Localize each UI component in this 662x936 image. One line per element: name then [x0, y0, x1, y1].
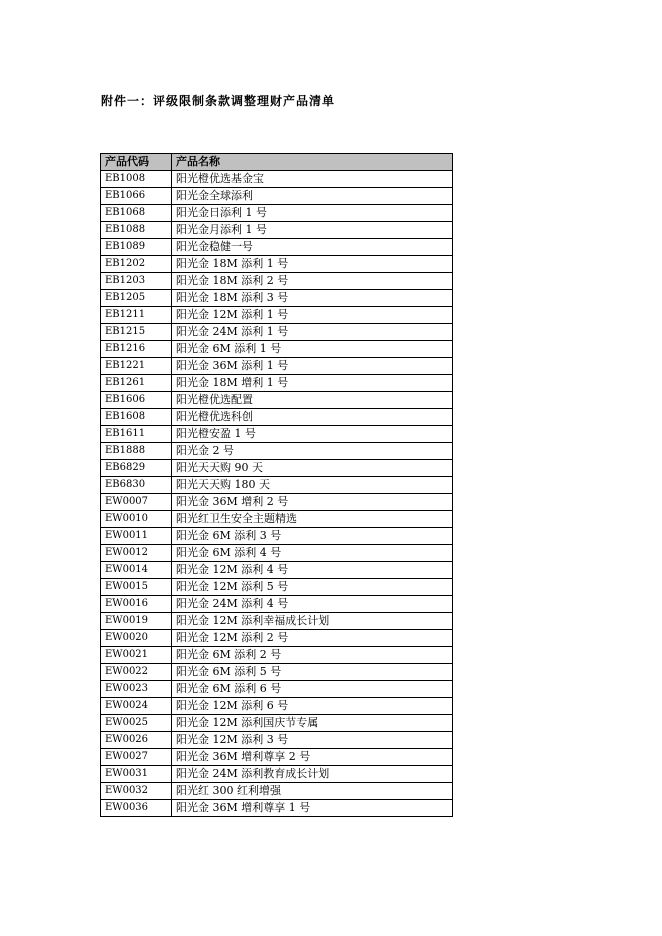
table-row: [101, 528, 453, 545]
product-code-cell: EB1221: [101, 358, 172, 375]
table-row: [101, 613, 453, 630]
product-code-cell: EB1008: [101, 171, 172, 188]
product-code-cell: EW0012: [101, 545, 172, 562]
product-code-cell: EW0010: [101, 511, 172, 528]
product-code-cell: EB1888: [101, 443, 172, 460]
product-name-cell: 阳光金 36M 添利 1 号: [172, 358, 453, 375]
table-row: [101, 732, 453, 749]
table-header-row: [101, 154, 453, 171]
table-row: [101, 239, 453, 256]
product-code-cell: EB1215: [101, 324, 172, 341]
product-code-cell: EB1216: [101, 341, 172, 358]
table-row: [101, 579, 453, 596]
table-row: [101, 766, 453, 783]
product-code-cell: EW0026: [101, 732, 172, 749]
page-title: 附件一：评级限制条款调整理财产品清单: [101, 94, 336, 108]
table-row: [101, 562, 453, 579]
product-name-cell: 阳光天天购 90 天: [172, 460, 453, 477]
product-code-cell: EW0032: [101, 783, 172, 800]
table-row: [101, 460, 453, 477]
product-code-cell: EW0025: [101, 715, 172, 732]
table-row: [101, 715, 453, 732]
product-code-cell: EB1261: [101, 375, 172, 392]
product-code-cell: EB1611: [101, 426, 172, 443]
product-code-cell: EB1088: [101, 222, 172, 239]
table-row: [101, 222, 453, 239]
table-row: [101, 749, 453, 766]
product-code-cell: EB6830: [101, 477, 172, 494]
product-code-cell: EB6829: [101, 460, 172, 477]
product-code-cell: EW0022: [101, 664, 172, 681]
product-name-cell: 阳光金月添利 1 号: [172, 222, 453, 239]
product-name-cell: 阳光金 12M 添利 4 号: [172, 562, 453, 579]
product-code-cell: EW0024: [101, 698, 172, 715]
product-code-cell: EW0021: [101, 647, 172, 664]
product-name-cell: 阳光金全球添利: [172, 188, 453, 205]
product-name-cell: 阳光红卫生安全主题精选: [172, 511, 453, 528]
table-row: [101, 307, 453, 324]
table-row: [101, 698, 453, 715]
product-name-cell: 阳光金 12M 添利 1 号: [172, 307, 453, 324]
product-name-cell: 阳光金 6M 添利 4 号: [172, 545, 453, 562]
table-row: [101, 443, 453, 460]
product-name-cell: 阳光金日添利 1 号: [172, 205, 453, 222]
table-row: [101, 409, 453, 426]
table-row: [101, 681, 453, 698]
table-body: [101, 171, 453, 817]
table-row: [101, 426, 453, 443]
product-name-cell: 阳光金 36M 增利尊享 2 号: [172, 749, 453, 766]
product-name-cell: 阳光金 24M 添利教育成长计划: [172, 766, 453, 783]
product-list-table: [100, 153, 453, 817]
product-code-cell: EW0036: [101, 800, 172, 817]
product-name-cell: 阳光金 36M 增利尊享 1 号: [172, 800, 453, 817]
product-code-cell: EB1211: [101, 307, 172, 324]
product-code-cell: EW0020: [101, 630, 172, 647]
product-code-cell: EB1202: [101, 256, 172, 273]
product-name-cell: 阳光金 6M 添利 2 号: [172, 647, 453, 664]
product-code-cell: EW0031: [101, 766, 172, 783]
product-code-cell: EB1608: [101, 409, 172, 426]
product-code-cell: EB1203: [101, 273, 172, 290]
table-row: [101, 375, 453, 392]
product-code-cell: EB1066: [101, 188, 172, 205]
product-name-cell: 阳光金 6M 添利 3 号: [172, 528, 453, 545]
product-name-cell: 阳光橙优选基金宝: [172, 171, 453, 188]
product-code-cell: EW0007: [101, 494, 172, 511]
product-name-cell: 阳光金 18M 添利 1 号: [172, 256, 453, 273]
product-name-cell: 阳光红 300 红利增强: [172, 783, 453, 800]
product-code-cell: EB1068: [101, 205, 172, 222]
product-code-cell: EB1089: [101, 239, 172, 256]
product-name-cell: 阳光金 12M 添利 3 号: [172, 732, 453, 749]
product-name-cell: 阳光金稳健一号: [172, 239, 453, 256]
table-row: [101, 545, 453, 562]
table-row: [101, 477, 453, 494]
column-header-product-code: 产品代码: [101, 154, 172, 171]
table-row: [101, 392, 453, 409]
product-code-cell: EW0015: [101, 579, 172, 596]
product-name-cell: 阳光金 18M 增利 1 号: [172, 375, 453, 392]
table-row: [101, 273, 453, 290]
product-name-cell: 阳光金 6M 添利 6 号: [172, 681, 453, 698]
product-name-cell: 阳光金 24M 添利 1 号: [172, 324, 453, 341]
table-row: [101, 256, 453, 273]
product-name-cell: 阳光金 12M 添利幸福成长计划: [172, 613, 453, 630]
product-code-cell: EW0027: [101, 749, 172, 766]
product-name-cell: 阳光金 12M 添利 5 号: [172, 579, 453, 596]
table-row: [101, 630, 453, 647]
product-name-cell: 阳光金 12M 添利 2 号: [172, 630, 453, 647]
table-row: [101, 324, 453, 341]
table-row: [101, 647, 453, 664]
product-name-cell: 阳光金 24M 添利 4 号: [172, 596, 453, 613]
product-name-cell: 阳光金 12M 添利国庆节专属: [172, 715, 453, 732]
product-name-cell: 阳光金 2 号: [172, 443, 453, 460]
product-name-cell: 阳光橙优选配置: [172, 392, 453, 409]
table-row: [101, 341, 453, 358]
product-name-cell: 阳光金 6M 添利 5 号: [172, 664, 453, 681]
product-code-cell: EW0014: [101, 562, 172, 579]
table-row: [101, 664, 453, 681]
product-code-cell: EB1205: [101, 290, 172, 307]
table-row: [101, 358, 453, 375]
product-name-cell: 阳光金 36M 增利 2 号: [172, 494, 453, 511]
product-name-cell: 阳光金 18M 添利 3 号: [172, 290, 453, 307]
product-code-cell: EW0016: [101, 596, 172, 613]
table-row: [101, 783, 453, 800]
product-code-cell: EW0023: [101, 681, 172, 698]
product-name-cell: 阳光橙安盈 1 号: [172, 426, 453, 443]
product-code-cell: EW0019: [101, 613, 172, 630]
table-row: [101, 494, 453, 511]
table-row: [101, 596, 453, 613]
table-row: [101, 188, 453, 205]
table-row: [101, 800, 453, 817]
product-name-cell: 阳光金 12M 添利 6 号: [172, 698, 453, 715]
product-code-cell: EW0011: [101, 528, 172, 545]
table-row: [101, 171, 453, 188]
table-row: [101, 205, 453, 222]
table-row: [101, 290, 453, 307]
product-code-cell: EB1606: [101, 392, 172, 409]
product-name-cell: 阳光天天购 180 天: [172, 477, 453, 494]
column-header-product-name: 产品名称: [172, 154, 453, 171]
table-row: [101, 511, 453, 528]
product-name-cell: 阳光金 6M 添利 1 号: [172, 341, 453, 358]
product-name-cell: 阳光金 18M 添利 2 号: [172, 273, 453, 290]
product-name-cell: 阳光橙优选科创: [172, 409, 453, 426]
